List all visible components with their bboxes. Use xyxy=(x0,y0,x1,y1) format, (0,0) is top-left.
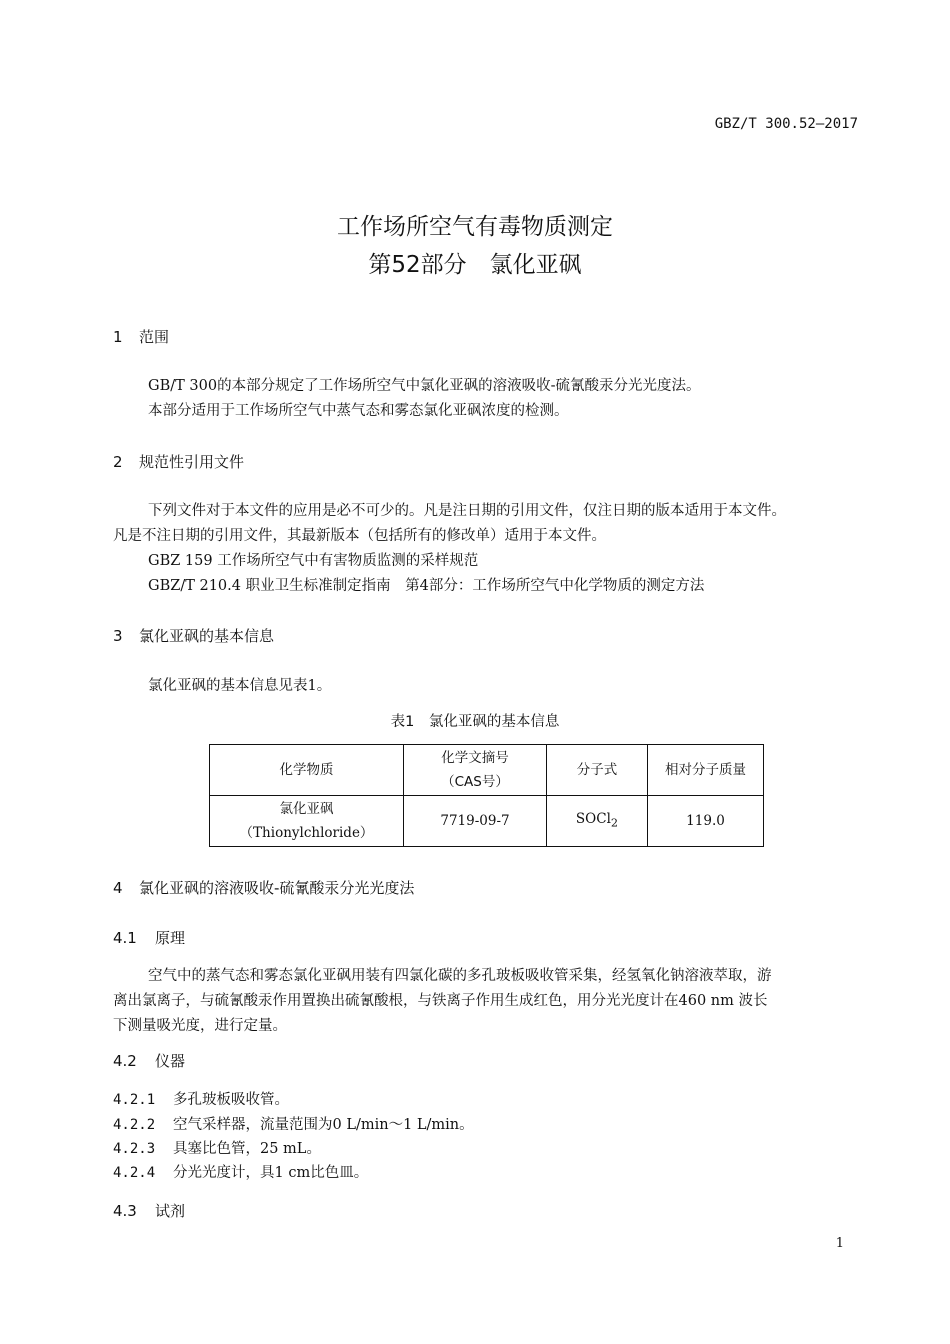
subsection-number: 4.3 xyxy=(113,1202,137,1220)
subsection-number: 4.2 xyxy=(113,1052,137,1070)
table-header-row xyxy=(210,745,764,796)
doc-title-line1: 工作场所空气有毒物质测定 xyxy=(337,214,613,240)
cell-cas: 7719-09-7 xyxy=(404,796,547,847)
subsection-title: 仪器 xyxy=(155,1052,186,1070)
header-formula: 分子式 xyxy=(547,745,648,796)
header-cas xyxy=(404,745,547,796)
subsection-number: 4.1 xyxy=(113,929,137,947)
section-number: 1 xyxy=(113,328,123,346)
section-1-heading xyxy=(113,326,169,347)
section-number: 2 xyxy=(113,453,123,471)
section-title: 氯化亚砜的基本信息 xyxy=(139,627,275,645)
subsection-4-1-heading xyxy=(113,927,185,948)
subsection-4-3-heading xyxy=(113,1200,185,1221)
item-text: 具塞比色管，25 mL。 xyxy=(173,1141,321,1157)
paragraph: 凡是不注日期的引用文件，其最新版本（包括所有的修改单）适用于本文件。 xyxy=(113,528,606,544)
chemical-name: 氯化亚砜 xyxy=(279,801,334,817)
page-number: 1 xyxy=(835,1236,844,1251)
item-number: 4.2.2 xyxy=(113,1117,156,1133)
formula-subscript: 2 xyxy=(610,816,619,830)
subsection-title: 试剂 xyxy=(155,1202,186,1220)
item-number: 4.2.1 xyxy=(113,1092,156,1108)
paragraph: GB/T 300的本部分规定了工作场所空气中氯化亚砜的溶液吸收-硫氰酸汞分光光度法。 xyxy=(148,378,701,394)
paragraph: 下测量吸光度，进行定量。 xyxy=(113,1018,287,1034)
cell-molecular-weight: 119.0 xyxy=(648,796,764,847)
table-caption: 表1 氯化亚砜的基本信息 xyxy=(390,714,560,730)
paragraph: 本部分适用于工作场所空气中蒸气态和雾态氯化亚砜浓度的检测。 xyxy=(148,403,569,419)
item-text: 多孔玻板吸收管。 xyxy=(173,1092,289,1108)
section-title: 范围 xyxy=(139,328,170,346)
section-4-heading xyxy=(113,877,414,898)
table-row xyxy=(210,796,764,847)
chemical-name-en: （Thionylchloride） xyxy=(239,825,374,841)
cell-chemical xyxy=(210,796,404,847)
item-number: 4.2.3 xyxy=(113,1141,156,1157)
basic-info-table xyxy=(209,744,764,847)
paragraph: 氯化亚砜的基本信息见表1。 xyxy=(148,678,332,694)
standard-code: GBZ/T 300.52—2017 xyxy=(714,116,858,132)
item-text: 分光光度计，具1 cm比色皿。 xyxy=(173,1165,369,1181)
header-molecular-weight: 相对分子质量 xyxy=(648,745,764,796)
reference-item: GBZ 159 工作场所空气中有害物质监测的采样规范 xyxy=(148,553,479,569)
formula-text: SOCl xyxy=(575,810,611,827)
list-item xyxy=(113,1113,474,1134)
cell-formula xyxy=(547,796,648,847)
section-title: 规范性引用文件 xyxy=(139,453,245,471)
subsection-title: 原理 xyxy=(155,929,186,947)
item-number: 4.2.4 xyxy=(113,1165,156,1181)
paragraph: 空气中的蒸气态和雾态氯化亚砜用装有四氯化碳的多孔玻板吸收管采集，经氢氧化钠溶液萃取，游 xyxy=(148,968,772,984)
list-item xyxy=(113,1088,289,1109)
header-cas-line2: （CAS号） xyxy=(441,774,509,790)
paragraph: 离出氯离子，与硫氰酸汞作用置换出硫氰酸根，与铁离子作用生成红色，用分光光度计在460 nm 波长 xyxy=(113,993,768,1009)
section-title: 氯化亚砜的溶液吸收-硫氰酸汞分光光度法 xyxy=(139,879,415,897)
doc-title-line2: 第52部分 氯化亚砜 xyxy=(368,252,582,278)
header-cas-line1: 化学文摘号 xyxy=(441,750,509,766)
section-number: 3 xyxy=(113,627,123,645)
list-item xyxy=(113,1137,321,1158)
section-3-heading xyxy=(113,625,274,646)
header-chemical: 化学物质 xyxy=(210,745,404,796)
subsection-4-2-heading xyxy=(113,1050,185,1071)
paragraph: 下列文件对于本文件的应用是必不可少的。凡是注日期的引用文件，仅注日期的版本适用于本文件。 xyxy=(148,503,786,519)
section-number: 4 xyxy=(113,879,123,897)
reference-item: GBZ/T 210.4 职业卫生标准制定指南 第4部分：工作场所空气中化学物质的测定方法 xyxy=(148,578,705,594)
item-text: 空气采样器，流量范围为0 L/min～1 L/min。 xyxy=(173,1117,474,1133)
list-item xyxy=(113,1161,368,1182)
section-2-heading xyxy=(113,451,244,472)
